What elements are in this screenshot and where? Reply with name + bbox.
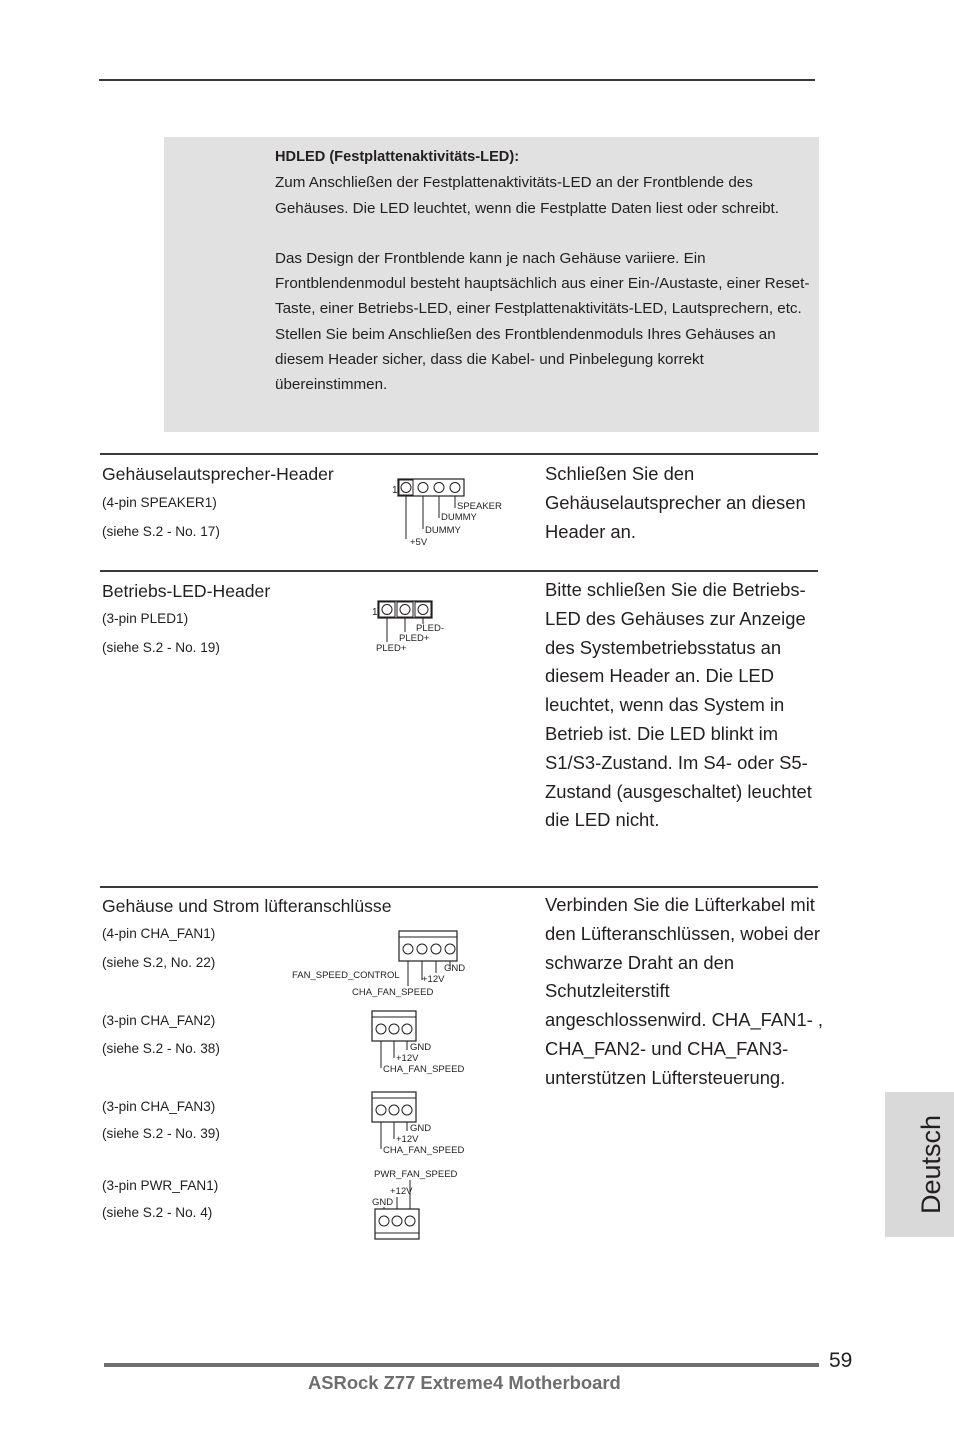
cha-fan3-diagram xyxy=(370,1089,480,1159)
speaker-signal-label: SPEAKER xyxy=(457,501,502,512)
cha-fan3-ref: (siehe S.2 - No. 39) xyxy=(102,1126,220,1141)
pwr-fan-speed-label: PWR_FAN_SPEED xyxy=(374,1169,458,1180)
cha-fan2-12v-label: +12V xyxy=(396,1053,419,1064)
speaker-pin: (4-pin SPEAKER1) xyxy=(102,495,217,510)
speaker-ref: (siehe S.2 - No. 17) xyxy=(102,524,220,539)
speaker-header-diagram xyxy=(388,476,508,548)
pled-header-diagram xyxy=(370,598,460,654)
page-number: 59 xyxy=(829,1349,853,1372)
cha-fan1-gnd-label: GND xyxy=(444,963,466,974)
cha-fan1-pin: (4-pin CHA_FAN1) xyxy=(102,926,216,941)
cha-fan1-12v-label: +12V xyxy=(422,974,445,985)
dummy-label-1: DUMMY xyxy=(441,512,477,523)
language-side-tab xyxy=(885,1092,954,1237)
footer-title: ASRock Z77 Extreme4 Motherboard xyxy=(308,1372,621,1393)
cha-fan2-diagram xyxy=(370,1008,480,1078)
note-text xyxy=(275,145,820,398)
plus5v-label: +5V xyxy=(410,537,428,548)
speaker-pin1-label: 1 xyxy=(392,485,398,496)
cha-fan3-12v-label: +12V xyxy=(396,1134,419,1145)
note-paragraph-1: Zum Anschließen der Festplattenaktivitäts-LED an der Frontblende des Gehäuses. Die LED leuchtet, wenn die Festplatte Daten liest oder schreibt. xyxy=(275,174,779,217)
pled-plus-label-1: PLED+ xyxy=(399,633,430,644)
pled-ref: (siehe S.2 - No. 19) xyxy=(102,640,220,655)
pwr-fan1-pin: (3-pin PWR_FAN1) xyxy=(102,1178,219,1193)
pled-pin1-label: 1 xyxy=(372,607,378,618)
bottom-rule xyxy=(104,1363,819,1367)
cha-fan1-diagram xyxy=(290,928,480,1000)
cha-fan2-pin: (3-pin CHA_FAN2) xyxy=(102,1013,216,1028)
note-paragraph-2: Das Design der Frontblende kann je nach Gehäuse variiere. Ein Frontblendenmodul besteht hauptsächlich aus einer Ein-/Austaste, einer Reset-Taste, einer Betriebs-LED, einer Festplattenaktivitäts-LED, Lautsprechern, etc. Stellen Sie beim Anschließen des Frontblendenmoduls Ihres Gehäuses an diesem Header sicher, dass die Kabel- und Pinbelegung korrekt übereinstimmen. xyxy=(275,249,810,394)
language-label: Deutsch xyxy=(916,1114,946,1215)
pled-minus-label: PLED- xyxy=(416,623,444,634)
pled-description: Bitte schließen Sie die Betriebs-LED des Gehäuses zur Anzeige des Systembetriebsstatus an diesem Header an. Die LED leuchtet, wenn das System in Betrieb ist. Die LED blinkt im S1/S3-Zustand. Im S4- oder S5-Zustand (ausgeschaltet) leuchtet die LED nicht. xyxy=(545,579,812,831)
pled-title: Betriebs-LED-Header xyxy=(102,581,271,601)
pwr-fan1-diagram xyxy=(370,1163,480,1243)
pled-pin: (3-pin PLED1) xyxy=(102,611,189,626)
top-rule xyxy=(99,79,815,81)
cha-fan3-pin: (3-pin CHA_FAN3) xyxy=(102,1099,216,1114)
speaker-title: Gehäuselautsprecher-Header xyxy=(102,464,334,484)
section-rule-fans xyxy=(100,886,818,888)
cha-fan3-speed-label: CHA_FAN_SPEED xyxy=(383,1145,465,1156)
cha-fan2-ref: (siehe S.2 - No. 38) xyxy=(102,1041,220,1056)
note-title: HDLED (Festplattenaktivitäts-LED): xyxy=(275,149,520,165)
cha-fan1-ref: (siehe S.2, No. 22) xyxy=(102,955,216,970)
pwr-fan1-ref: (siehe S.2 - No. 4) xyxy=(102,1205,213,1220)
pwr-fan-12v-label: +12V xyxy=(390,1186,413,1197)
cha-fan1-speed-label: CHA_FAN_SPEED xyxy=(352,987,434,998)
fans-description: Verbinden Sie die Lüfterkabel mit den Lüfteranschlüssen, wobei der schwarze Draht an den Schutzleiterstift angeschlossenwird. CHA_FAN1- , CHA_FAN2- und CHA_FAN3- unterstützen Lüftersteuerung. xyxy=(545,894,824,1088)
cha-fan2-speed-label: CHA_FAN_SPEED xyxy=(383,1064,465,1075)
dummy-label-2: DUMMY xyxy=(425,525,461,536)
section-rule-speaker xyxy=(100,453,818,455)
cha-fan3-gnd-label: GND xyxy=(410,1123,432,1134)
fan-speed-control-label: FAN_SPEED_CONTROL xyxy=(292,970,400,981)
speaker-description: Schließen Sie den Gehäuselautsprecher an diesen Header an. xyxy=(545,463,806,542)
pwr-fan-gnd-label: GND xyxy=(372,1197,394,1208)
pled-plus-label-2: PLED+ xyxy=(376,643,407,654)
section-rule-pled xyxy=(100,570,818,572)
cha-fan2-gnd-label: GND xyxy=(410,1042,432,1053)
fans-title: Gehäuse und Strom lüfteranschlüsse xyxy=(102,896,392,916)
